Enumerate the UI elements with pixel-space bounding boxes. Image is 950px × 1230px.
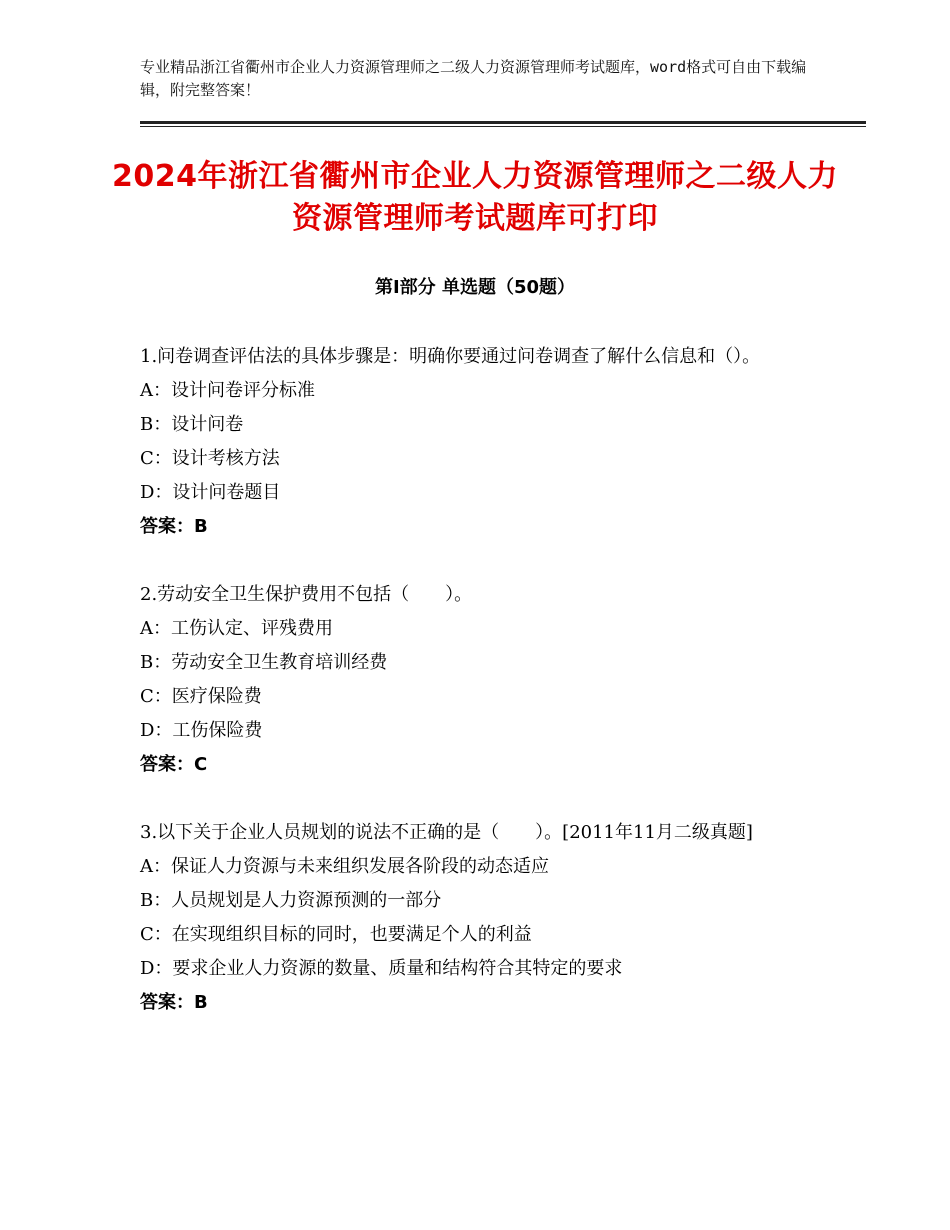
option-b: B：劳动安全卫生教育培训经费	[140, 652, 388, 673]
option-c: C：在实现组织目标的同时，也要满足个人的利益	[140, 924, 532, 945]
header-note: 专业精品浙江省衢州市企业人力资源管理师之二级人力资源管理师考试题库，word格式可自由下载编辑，附完整答案！	[140, 58, 807, 99]
question-1	[140, 340, 820, 544]
option-d: D：工伤保险费	[140, 720, 263, 741]
answer: 答案：B	[140, 992, 208, 1013]
question-3	[140, 816, 820, 1020]
document-title: 2024年浙江省衢州市企业人力资源管理师之二级人力资源管理师考试题库可打印	[112, 159, 838, 236]
question-list	[140, 340, 820, 1054]
question-stem: 1.问卷调查评估法的具体步骤是：明确你要通过问卷调查了解什么信息和（）。	[140, 346, 761, 367]
option-a: A：保证人力资源与未来组织发展各阶段的动态适应	[140, 856, 549, 877]
question-stem: 3.以下关于企业人员规划的说法不正确的是（ ）。[2011年11月二级真题]	[140, 822, 753, 843]
option-c: C：设计考核方法	[140, 448, 280, 469]
header-rule-thin	[140, 126, 866, 127]
answer: 答案：C	[140, 754, 208, 775]
option-d: D：设计问卷题目	[140, 482, 281, 503]
header-rule-thick	[140, 121, 866, 124]
answer: 答案：B	[140, 516, 208, 537]
section-heading: 第Ⅰ部分 单选题（50题）	[374, 277, 575, 298]
question-2	[140, 578, 820, 782]
option-a: A：工伤认定、评残费用	[140, 618, 333, 639]
option-b: B：人员规划是人力资源预测的一部分	[140, 890, 442, 911]
option-a: A：设计问卷评分标准	[140, 380, 315, 401]
question-stem: 2.劳动安全卫生保护费用不包括（ ）。	[140, 584, 473, 605]
option-b: B：设计问卷	[140, 414, 244, 435]
option-d: D：要求企业人力资源的数量、质量和结构符合其特定的要求	[140, 958, 623, 979]
option-c: C：医疗保险费	[140, 686, 262, 707]
